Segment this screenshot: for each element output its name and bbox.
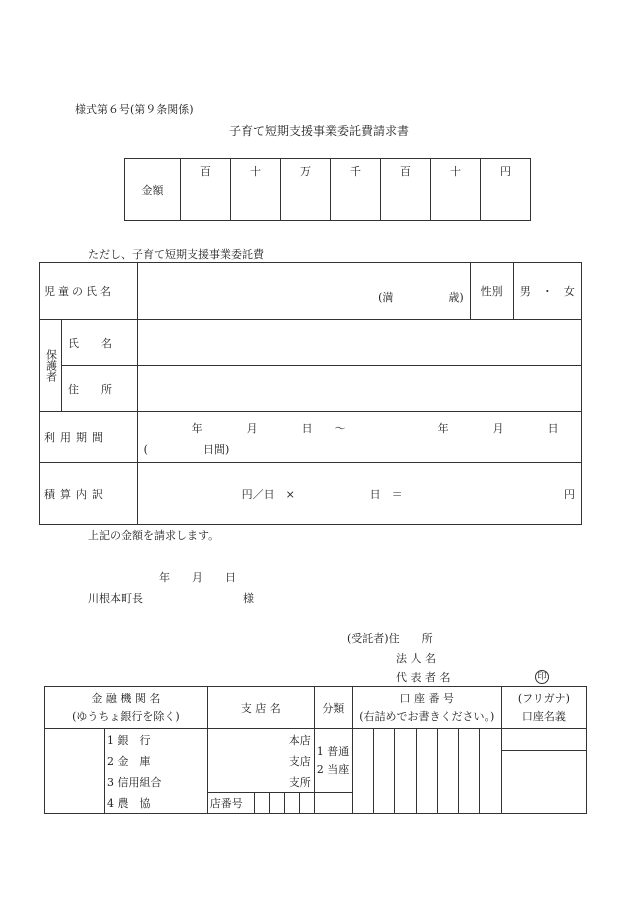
type-header: 分類 [314,687,352,729]
holder-header-text: 口座名義 [521,709,566,723]
period-to: 年 月 日 [437,422,559,435]
calc-field[interactable] [137,463,581,525]
branch-header: 支 店 名 [207,687,314,729]
seal-icon: 印 [535,670,549,684]
digit-ten-million[interactable]: 十 [231,159,281,221]
document-title: 子育て短期支援事業委託費請求書 [229,124,410,138]
trustee-address-label: (受託者)住 所 [347,632,433,645]
request-text: 上記の金額を請求します。 [88,529,220,542]
account-header-sub: (右詰めでお書きください。) [359,709,495,723]
digit-yen[interactable]: 円 [481,159,531,221]
branch-number-digit[interactable] [299,793,314,814]
account-digit[interactable] [395,729,416,814]
account-digit[interactable] [437,729,458,814]
digit-ten-thousand[interactable]: 万 [281,159,331,221]
amount-label: 金額 [125,159,181,221]
branch-number-digit[interactable] [254,793,269,814]
gender-field[interactable]: 男 ・ 女 [513,263,581,320]
holder-header [501,687,586,729]
digit-hundred[interactable]: 百 [381,159,431,221]
branch-number-digit[interactable] [284,793,299,814]
bank-table [44,686,587,814]
branch-type-head[interactable]: 本店 [207,729,314,751]
guardian-address-field[interactable] [137,366,581,412]
account-digit[interactable] [374,729,395,814]
institution-header [45,687,208,729]
account-digit[interactable] [480,729,501,814]
institution-type-shinkin[interactable]: 2 金 庫 [105,751,208,772]
calc-yen-per-day: 円／日 × [241,488,295,501]
institution-type-ja[interactable]: 4 農 協 [105,793,208,814]
branch-number-label: 店番号 [207,793,254,814]
trustee-corp-label: 法 人 名 [396,652,436,665]
seal-mark [535,669,549,684]
branch-type-office[interactable]: 支所 [207,772,314,793]
institution-name-field[interactable] [45,729,105,814]
institution-type-bank[interactable]: 1 銀 行 [105,729,208,751]
account-type-blank [314,793,352,814]
branch-type-branch[interactable]: 支店 [207,751,314,772]
institution-header-text: 金 融 機 関 名 [91,691,161,705]
guardian-label [40,320,62,412]
honorific: 様 [243,592,254,605]
proviso-text: ただし、子育て短期支援事業委託費 [88,248,264,261]
guardian-name-label: 氏 名 [62,320,138,366]
account-type-ordinary[interactable]: 1 普通 [316,744,350,758]
age-label: (満 歳) [378,291,464,304]
trustee-rep-label: 代 表 者 名 [396,671,451,684]
account-type-field[interactable] [314,729,352,793]
period-label: 利用期間 [40,412,138,463]
amount-table [124,158,531,221]
recipient-name: 川根本町長 [88,592,143,605]
account-digit[interactable] [416,729,437,814]
digit-ten[interactable]: 十 [431,159,481,221]
digit-thousand[interactable]: 千 [331,159,381,221]
child-name-field[interactable] [137,263,470,320]
child-name-label: 児童の氏名 [40,263,138,320]
period-days: ( 日間) [143,443,230,456]
calc-days-equals: 日 ＝ [369,488,403,501]
period-field[interactable] [137,412,581,463]
guardian-label-text: 保護者 [44,349,58,382]
holder-name-field[interactable] [501,751,586,814]
period-from: 年 月 日 ～ [191,422,346,435]
furigana-header: (フリガナ) [517,691,570,705]
calc-label: 積算内訳 [40,463,138,525]
calc-yen: 円 [564,488,575,501]
form-number: 様式第６号(第９条関係) [75,103,194,116]
account-digit[interactable] [352,729,373,814]
date-line[interactable]: 年 月 日 [159,571,236,584]
guardian-name-field[interactable] [137,320,581,366]
account-header [352,687,501,729]
furigana-field[interactable] [501,729,586,751]
branch-number-digit[interactable] [269,793,284,814]
guardian-address-label: 住 所 [62,366,138,412]
account-digit[interactable] [459,729,480,814]
account-header-text: 口 座 番 号 [399,691,455,705]
institution-type-credit-union[interactable]: 3 信用組合 [105,772,208,793]
main-info-table [39,262,582,525]
institution-header-sub: (ゆうちょ銀行を除く) [72,709,180,723]
gender-label: 性別 [470,263,513,320]
digit-hundred-million[interactable]: 百 [181,159,231,221]
account-type-current[interactable]: 2 当座 [316,762,350,776]
